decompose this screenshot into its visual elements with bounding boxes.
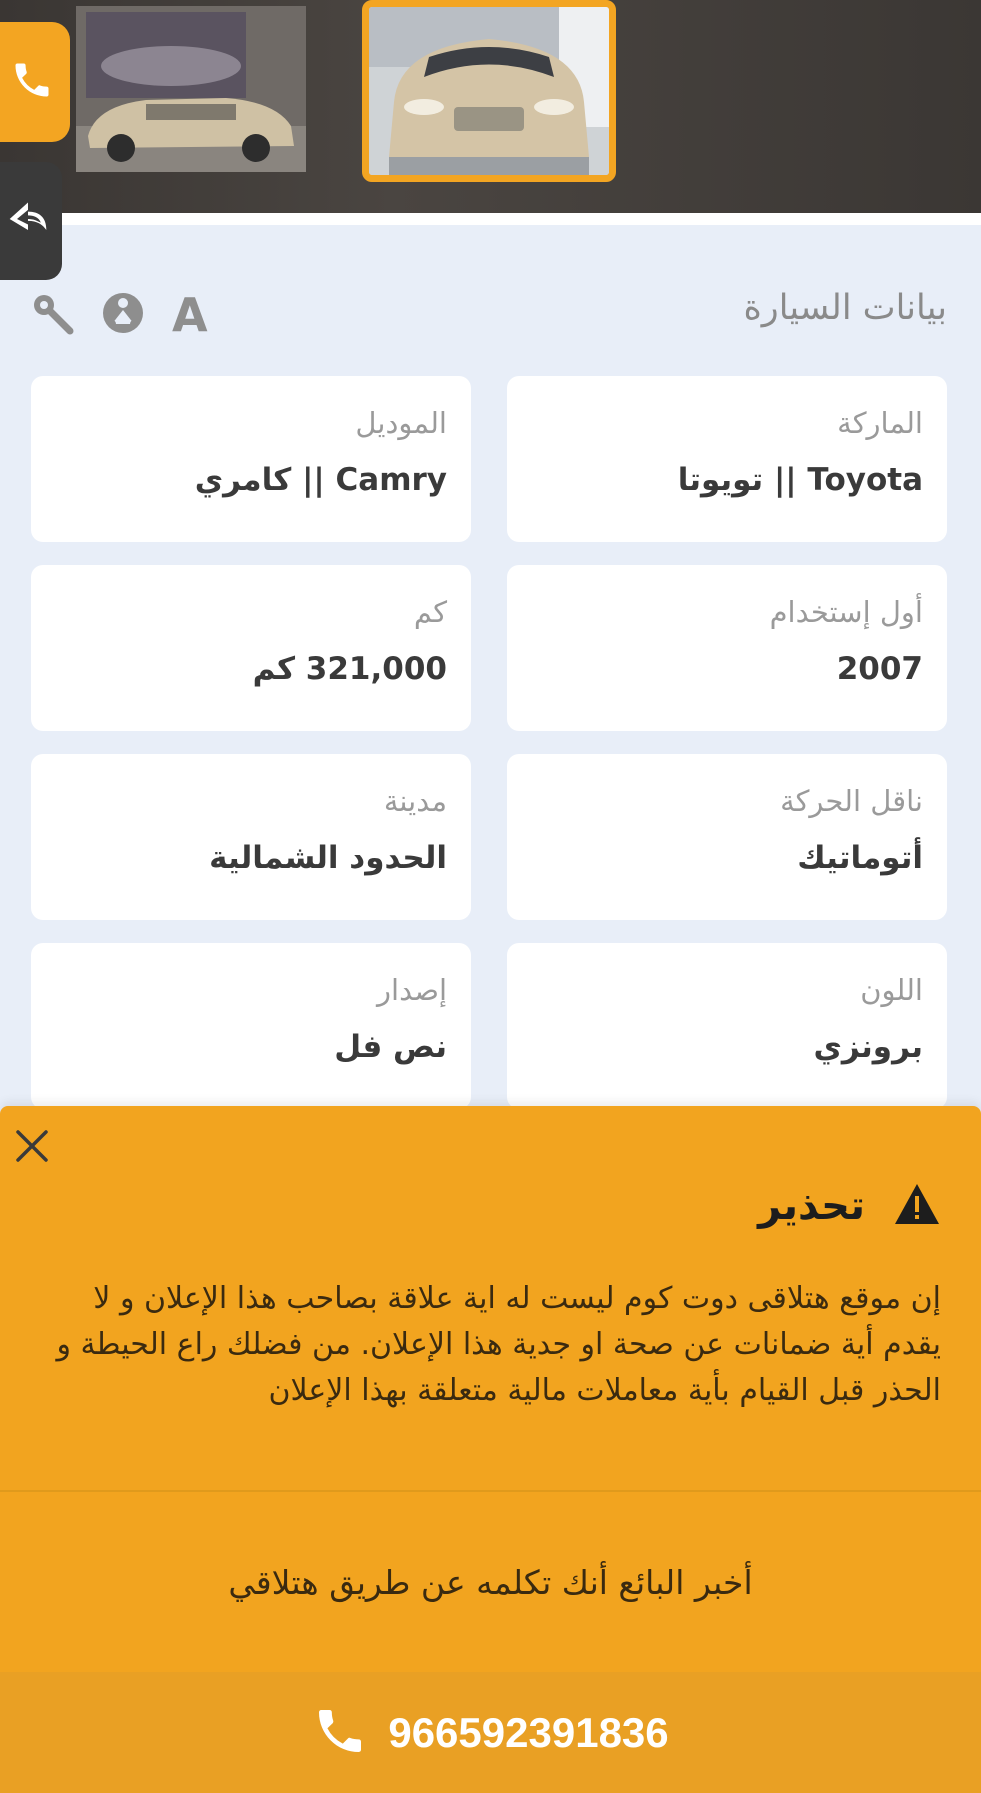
call-floating-button[interactable] xyxy=(0,22,70,142)
detail-value: 2007 xyxy=(836,651,923,687)
warning-header xyxy=(758,1182,941,1230)
close-button[interactable] xyxy=(12,1128,52,1168)
share-floating-button[interactable] xyxy=(0,162,62,280)
detail-value: أتوماتيك xyxy=(797,840,923,876)
car-photo-2 xyxy=(369,7,609,175)
detail-value: Toyota || تويوتا xyxy=(677,462,923,498)
detail-card-city xyxy=(31,754,471,920)
detail-label: إصدار xyxy=(377,973,447,1007)
detail-value: 321,000 كم xyxy=(252,651,447,687)
detail-card-brand xyxy=(507,376,947,542)
key-search-icon[interactable] xyxy=(30,291,74,339)
gallery-divider xyxy=(0,213,981,225)
warning-panel xyxy=(0,1106,981,1793)
warning-triangle-icon xyxy=(893,1182,941,1230)
detail-label: مدينة xyxy=(383,784,447,818)
detail-card-trim xyxy=(31,943,471,1109)
warning-title: تحذير xyxy=(758,1183,865,1229)
phone-icon xyxy=(312,1703,368,1763)
accessibility-icon[interactable] xyxy=(100,290,146,340)
warning-message: إن موقع هتلاقى دوت كوم ليست له اية علاقة بصاحب هذا الإعلان و لا يقدم أية ضمانات عن صحة او جدية هذا الإعلان. من فضلك راع الحيطة و الحذر قبل القيام بأية معاملات مالية متعلقة بهذا الإعلان xyxy=(56,1281,941,1408)
detail-value: الحدود الشمالية xyxy=(209,840,447,876)
car-details-header xyxy=(0,272,981,352)
detail-card-model xyxy=(31,376,471,542)
section-title: بيانات السيارة xyxy=(743,288,947,328)
car-photo-1 xyxy=(76,6,306,172)
share-icon xyxy=(6,197,50,245)
detail-card-transmission xyxy=(507,754,947,920)
seller-phone-number: 966592391836 xyxy=(388,1708,669,1756)
detail-label: الموديل xyxy=(355,406,447,440)
detail-value: Camry || كامري xyxy=(194,462,447,498)
close-icon xyxy=(14,1128,50,1168)
photo-gallery xyxy=(0,0,981,213)
tell-seller-note: أخبر البائع أنك تكلمه عن طريق هتلاقي xyxy=(228,1562,753,1602)
detail-label: ناقل الحركة xyxy=(780,784,923,818)
detail-label: كم xyxy=(413,595,447,629)
call-seller-button[interactable] xyxy=(0,1672,981,1793)
detail-label: أول إستخدام xyxy=(769,595,923,629)
detail-card-mileage xyxy=(31,565,471,731)
detail-label: اللون xyxy=(860,973,923,1007)
detail-label: الماركة xyxy=(837,406,923,440)
accessibility-toolbar xyxy=(30,288,208,342)
gallery-thumbnail-1[interactable] xyxy=(76,6,306,172)
gallery-thumbnail-2-selected[interactable] xyxy=(362,0,616,182)
phone-icon xyxy=(10,58,54,106)
detail-value: نص فل xyxy=(334,1029,447,1065)
detail-card-color xyxy=(507,943,947,1109)
detail-value: برونزي xyxy=(813,1029,923,1065)
detail-card-first-use xyxy=(507,565,947,731)
font-size-icon[interactable]: A xyxy=(172,288,208,342)
